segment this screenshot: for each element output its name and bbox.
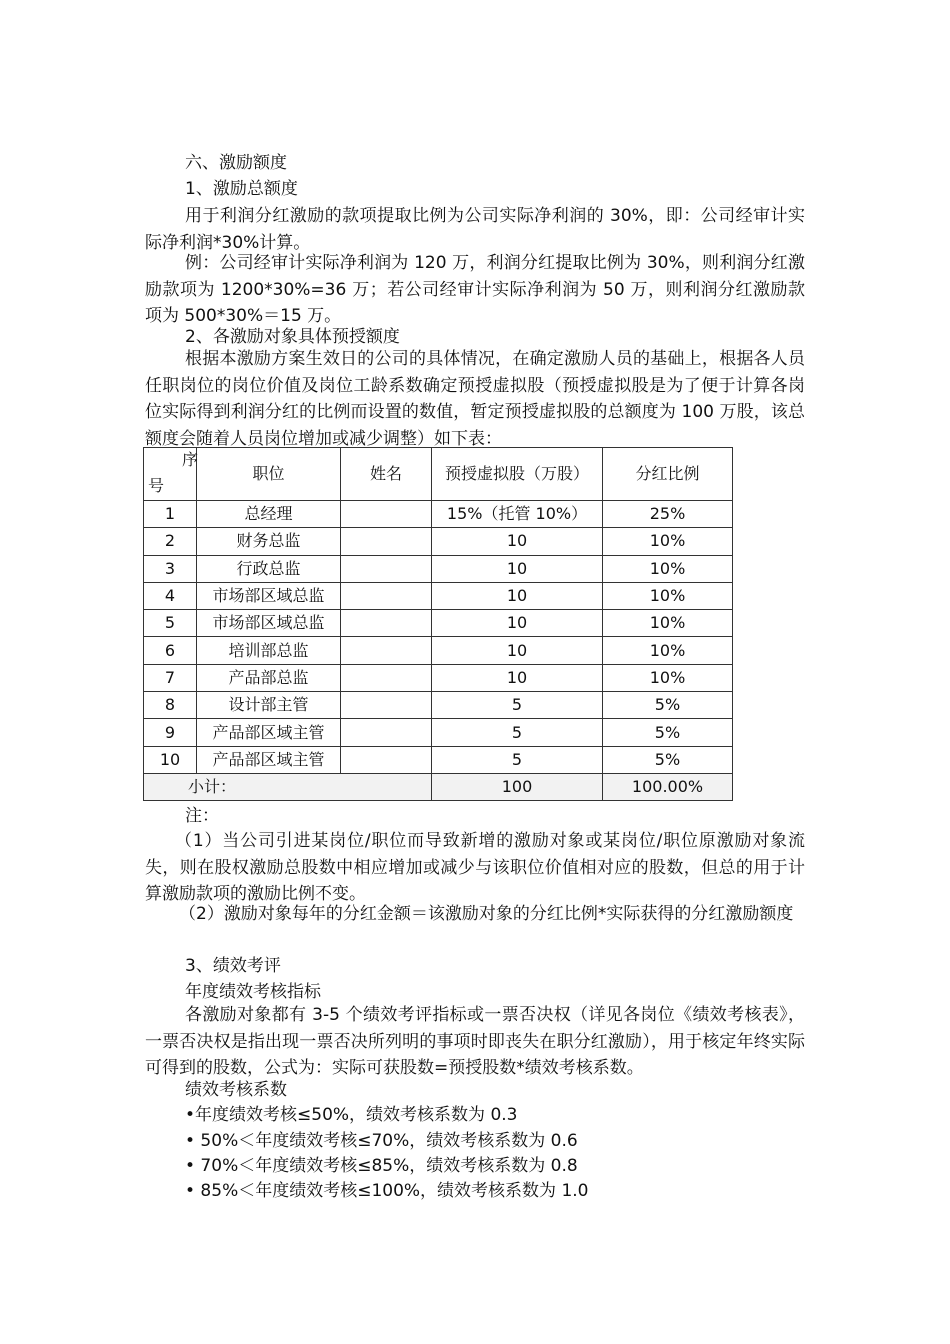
subtotal-label: 小计： (144, 773, 432, 800)
list-item: •年度绩效考核≤50%，绩效考核系数为 0.3 (185, 1105, 518, 1125)
table-row: 3 行政总监 10 10% (144, 555, 733, 582)
header-name: 姓名 (341, 448, 432, 501)
paragraph-2: 例：公司经审计实际净利润为 120 万，利润分红提取比例为 30%，则利润分红激励款项为 1200*30%=36 万；若公司经审计实际净利润为 50 万，则利润分红激励款项为 500*30%＝15 万。 (145, 253, 805, 326)
paragraph-4: 各激励对象都有 3-5 个绩效考评指标或一票否决权（详见各岗位《绩效考核表》，一票否决权是指出现一票否决所列明的事项时即丧失在职分红激励），用于核定年终实际可得到的股数，公式为：实际可获股数=预授股数*绩效考核系数。 (145, 1005, 805, 1078)
paragraph-3: 根据本激励方案生效日的公司的具体情况，在确定激励人员的基础上，根据各人员任职岗位的岗位价值及岗位工龄系数确定预授虚拟股（预授虚拟股是为了便于计算各岗位实际得到利润分红的比例而设置的数值，暂定预授虚拟股的总额度为 100 万股，该总额度会随着人员岗位增加或减少调整）如下表： (145, 349, 805, 449)
header-position: 职位 (197, 448, 341, 501)
table-header-row (144, 448, 733, 501)
note-label: 注： (185, 806, 219, 826)
subtotal-shares: 100 (432, 773, 603, 800)
paragraph-1: 用于利润分红激励的款项提取比例为公司实际净利润的 30%，即：公司经审计实际净利润*30%计算。 (145, 206, 805, 253)
table-row: 10 产品部区域主管 5 5% (144, 746, 733, 773)
subsection-title-3: 3、绩效考评 (185, 956, 281, 976)
table-subtotal-row (144, 773, 733, 800)
table-row: 5 市场部区域总监 10 10% (144, 610, 733, 637)
list-item: • 85%＜年度绩效考核≤100%，绩效考核系数为 1.0 (185, 1181, 589, 1201)
header-seq: 序 号 (144, 448, 197, 501)
kpi-title: 年度绩效考核指标 (185, 982, 321, 1002)
header-shares: 预授虚拟股（万股） (432, 448, 603, 501)
section-title: 六、激励额度 (185, 153, 287, 173)
note-1: （1）当公司引进某岗位/职位而导致新增的激励对象或某岗位/职位原激励对象流失，则在股权激励总股数中相应增加或减少与该职位价值相对应的股数，但总的用于计算激励款项的激励比例不变。 (145, 831, 805, 904)
header-ratio: 分红比例 (603, 448, 733, 501)
table-row: 4 市场部区域总监 10 10% (144, 582, 733, 609)
list-item: • 70%＜年度绩效考核≤85%，绩效考核系数为 0.8 (185, 1156, 578, 1176)
subsection-title-1: 1、激励总额度 (185, 179, 298, 199)
coefficient-title: 绩效考核系数 (185, 1080, 287, 1100)
table-row: 9 产品部区域主管 5 5% (144, 719, 733, 746)
subtotal-ratio: 100.00% (603, 773, 733, 800)
table-row: 2 财务总监 10 10% (144, 528, 733, 555)
list-item: • 50%＜年度绩效考核≤70%，绩效考核系数为 0.6 (185, 1131, 578, 1151)
table-row: 6 培训部总监 10 10% (144, 637, 733, 664)
allocation-table (143, 447, 733, 801)
table-row: 8 设计部主管 5 5% (144, 692, 733, 719)
table-row: 7 产品部总监 10 10% (144, 664, 733, 691)
note-2: （2）激励对象每年的分红金额＝该激励对象的分红比例*实际获得的分红激励额度 (179, 904, 794, 924)
table-row: 1 总经理 15%（托管 10%） 25% (144, 501, 733, 528)
subsection-title-2: 2、各激励对象具体预授额度 (185, 327, 400, 347)
